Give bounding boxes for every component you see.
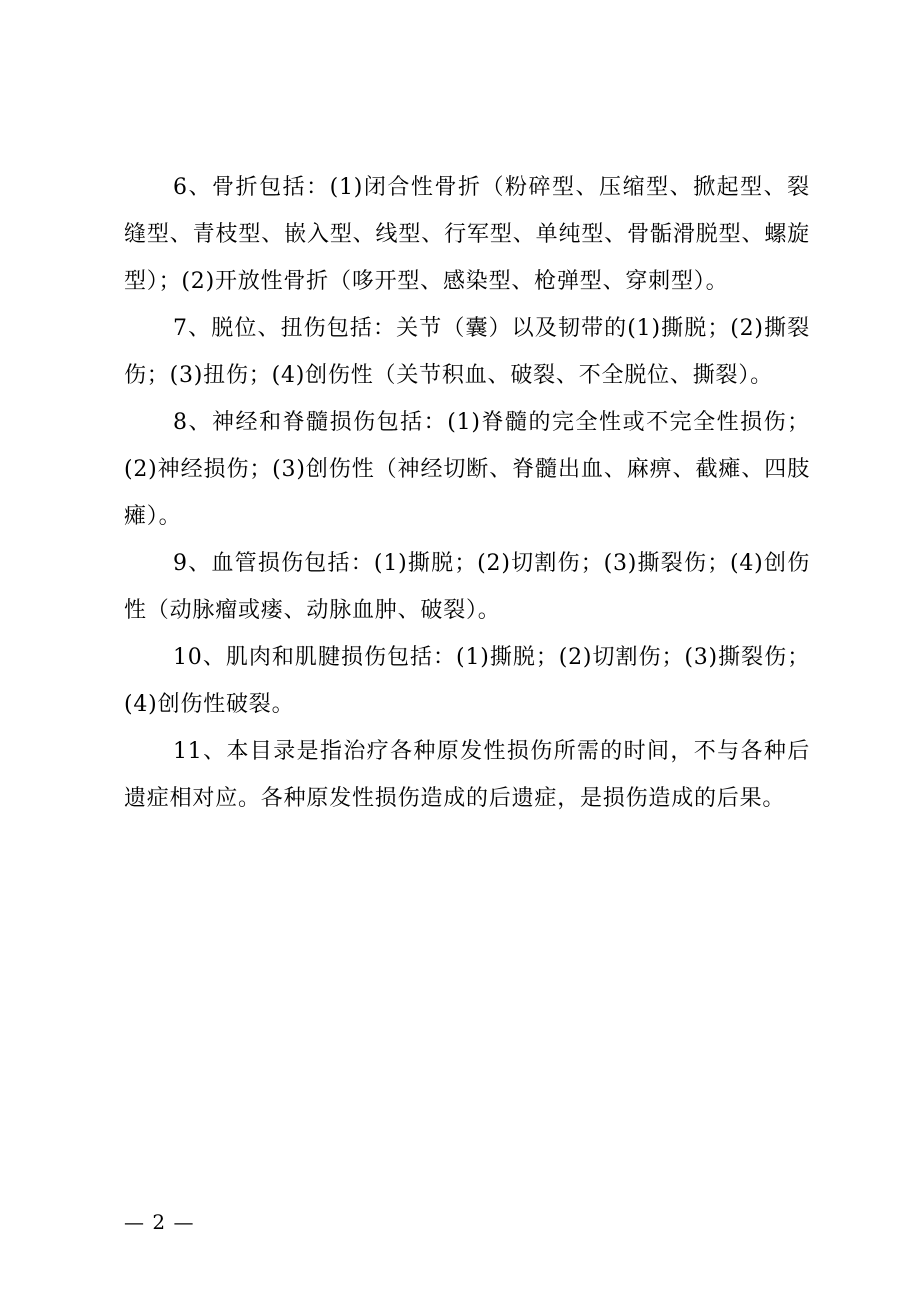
paragraph-item-10: 10、肌肉和肌腱损伤包括：(1)撕脱；(2)切割伤；(3)撕裂伤；(4)创伤性破裂。: [124, 645, 810, 717]
paragraph-item-6: 6、骨折包括：(1)闭合性骨折（粉碎型、压缩型、掀起型、裂缝型、青枝型、嵌入型、线型、行军型、单纯型、骨骺滑脱型、螺旋型）；(2)开放性骨折（哆开型、感染型、枪弹型、穿刺型）。: [124, 175, 810, 294]
paragraph-item-11: 11、本目录是指治疗各种原发性损伤所需的时间，不与各种后遗症相对应。各种原发性损伤造成的后遗症，是损伤造成的后果。: [124, 739, 810, 811]
paragraph-item-7: 7、脱位、扭伤包括：关节（囊）以及韧带的(1)撕脱；(2)撕裂伤；(3)扭伤；(4)创伤性（关节积血、破裂、不全脱位、撕裂）。: [124, 316, 810, 388]
document-body: [124, 164, 810, 822]
page-number: — 2 —: [124, 1210, 195, 1234]
paragraph-item-9: 9、血管损伤包括：(1)撕脱；(2)切割伤；(3)撕裂伤；(4)创伤性（动脉瘤或瘘、动脉血肿、破裂）。: [124, 551, 810, 623]
paragraph-item-8: 8、神经和脊髓损伤包括：(1)脊髓的完全性或不完全性损伤；(2)神经损伤；(3)创伤性（神经切断、脊髓出血、麻痹、截瘫、四肢瘫）。: [124, 410, 810, 529]
